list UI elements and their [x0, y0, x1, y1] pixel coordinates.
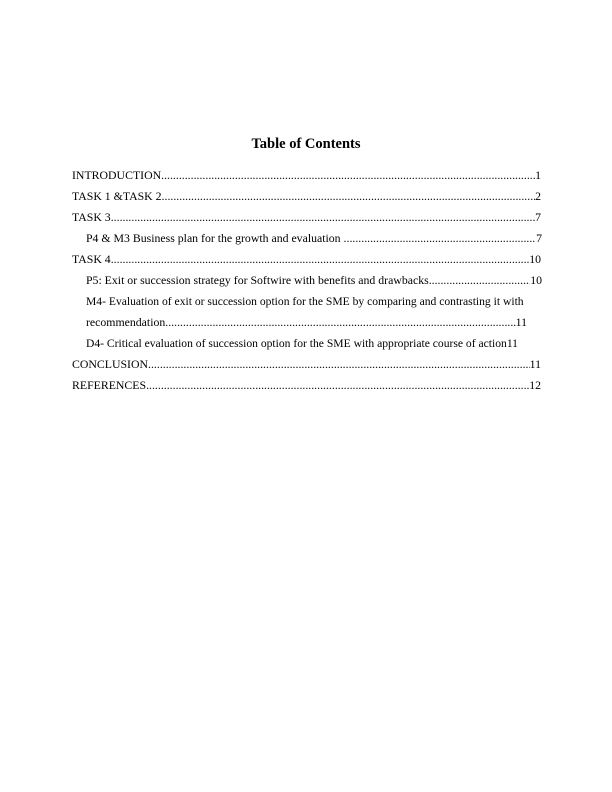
toc-page-number: 12 — [529, 378, 541, 392]
toc-leader-dots — [146, 375, 529, 396]
toc-entry-label: TASK 4 — [72, 252, 111, 266]
toc-page-number: 11 — [515, 315, 527, 329]
toc-title: Table of Contents — [251, 136, 361, 152]
toc-leader-dots — [111, 249, 529, 270]
toc-page-number: 7 — [535, 210, 541, 224]
toc-entry-task-1-task-2[interactable] — [72, 186, 541, 207]
toc-leader-dots — [165, 312, 515, 333]
toc-entry-label: CONCLUSION — [72, 357, 149, 371]
toc-entry-label: recommendation — [86, 315, 166, 329]
toc-entry-p4-m3[interactable] — [72, 228, 542, 249]
toc-entry-references[interactable] — [72, 375, 541, 396]
toc-entry-m4-line1[interactable] — [72, 291, 541, 312]
toc-entry-task-4[interactable] — [72, 249, 541, 270]
toc-entry-introduction[interactable] — [72, 165, 541, 186]
toc-entry-conclusion[interactable] — [72, 354, 541, 375]
toc-entry-label: P4 & M3 Business plan for the growth and evaluation — [86, 231, 344, 245]
toc-leader-dots — [162, 186, 536, 207]
toc-page-number: 11 — [529, 357, 541, 371]
toc-entry-p5[interactable] — [72, 270, 542, 291]
toc-page-number: 11 — [506, 337, 518, 350]
toc-entry-m4-line2[interactable] — [72, 312, 527, 333]
toc-leader-dots — [148, 354, 530, 375]
toc-entry-label: TASK 1 &TASK 2 — [72, 189, 162, 203]
toc-page-number: 10 — [529, 252, 541, 266]
toc-leader-dots — [344, 228, 537, 249]
toc-entry-label: TASK 3 — [72, 210, 111, 224]
toc-entry-label: M4- Evaluation of exit or succession option for the SME by comparing and contrasting it with — [86, 295, 524, 308]
toc-leader-dots — [111, 207, 535, 228]
toc-page-number: 7 — [536, 231, 542, 245]
toc-page-number: 10 — [530, 273, 542, 287]
toc-page-number: 1 — [535, 168, 541, 182]
toc-entry-label: P5: Exit or succession strategy for Softwire with benefits and drawbacks — [86, 273, 429, 287]
toc-entry-label: INTRODUCTION — [72, 168, 162, 182]
toc-leader-dots — [161, 165, 535, 186]
toc-list — [72, 165, 541, 396]
toc-entry-label: D4- Critical evaluation of succession option for the SME with appropriate course of action — [86, 337, 507, 350]
toc-entry-task-3[interactable] — [72, 207, 541, 228]
toc-leader-dots — [429, 270, 531, 291]
toc-page-number: 2 — [535, 189, 541, 203]
toc-entry-label: REFERENCES — [72, 378, 147, 392]
toc-entry-d4[interactable] — [72, 333, 541, 354]
